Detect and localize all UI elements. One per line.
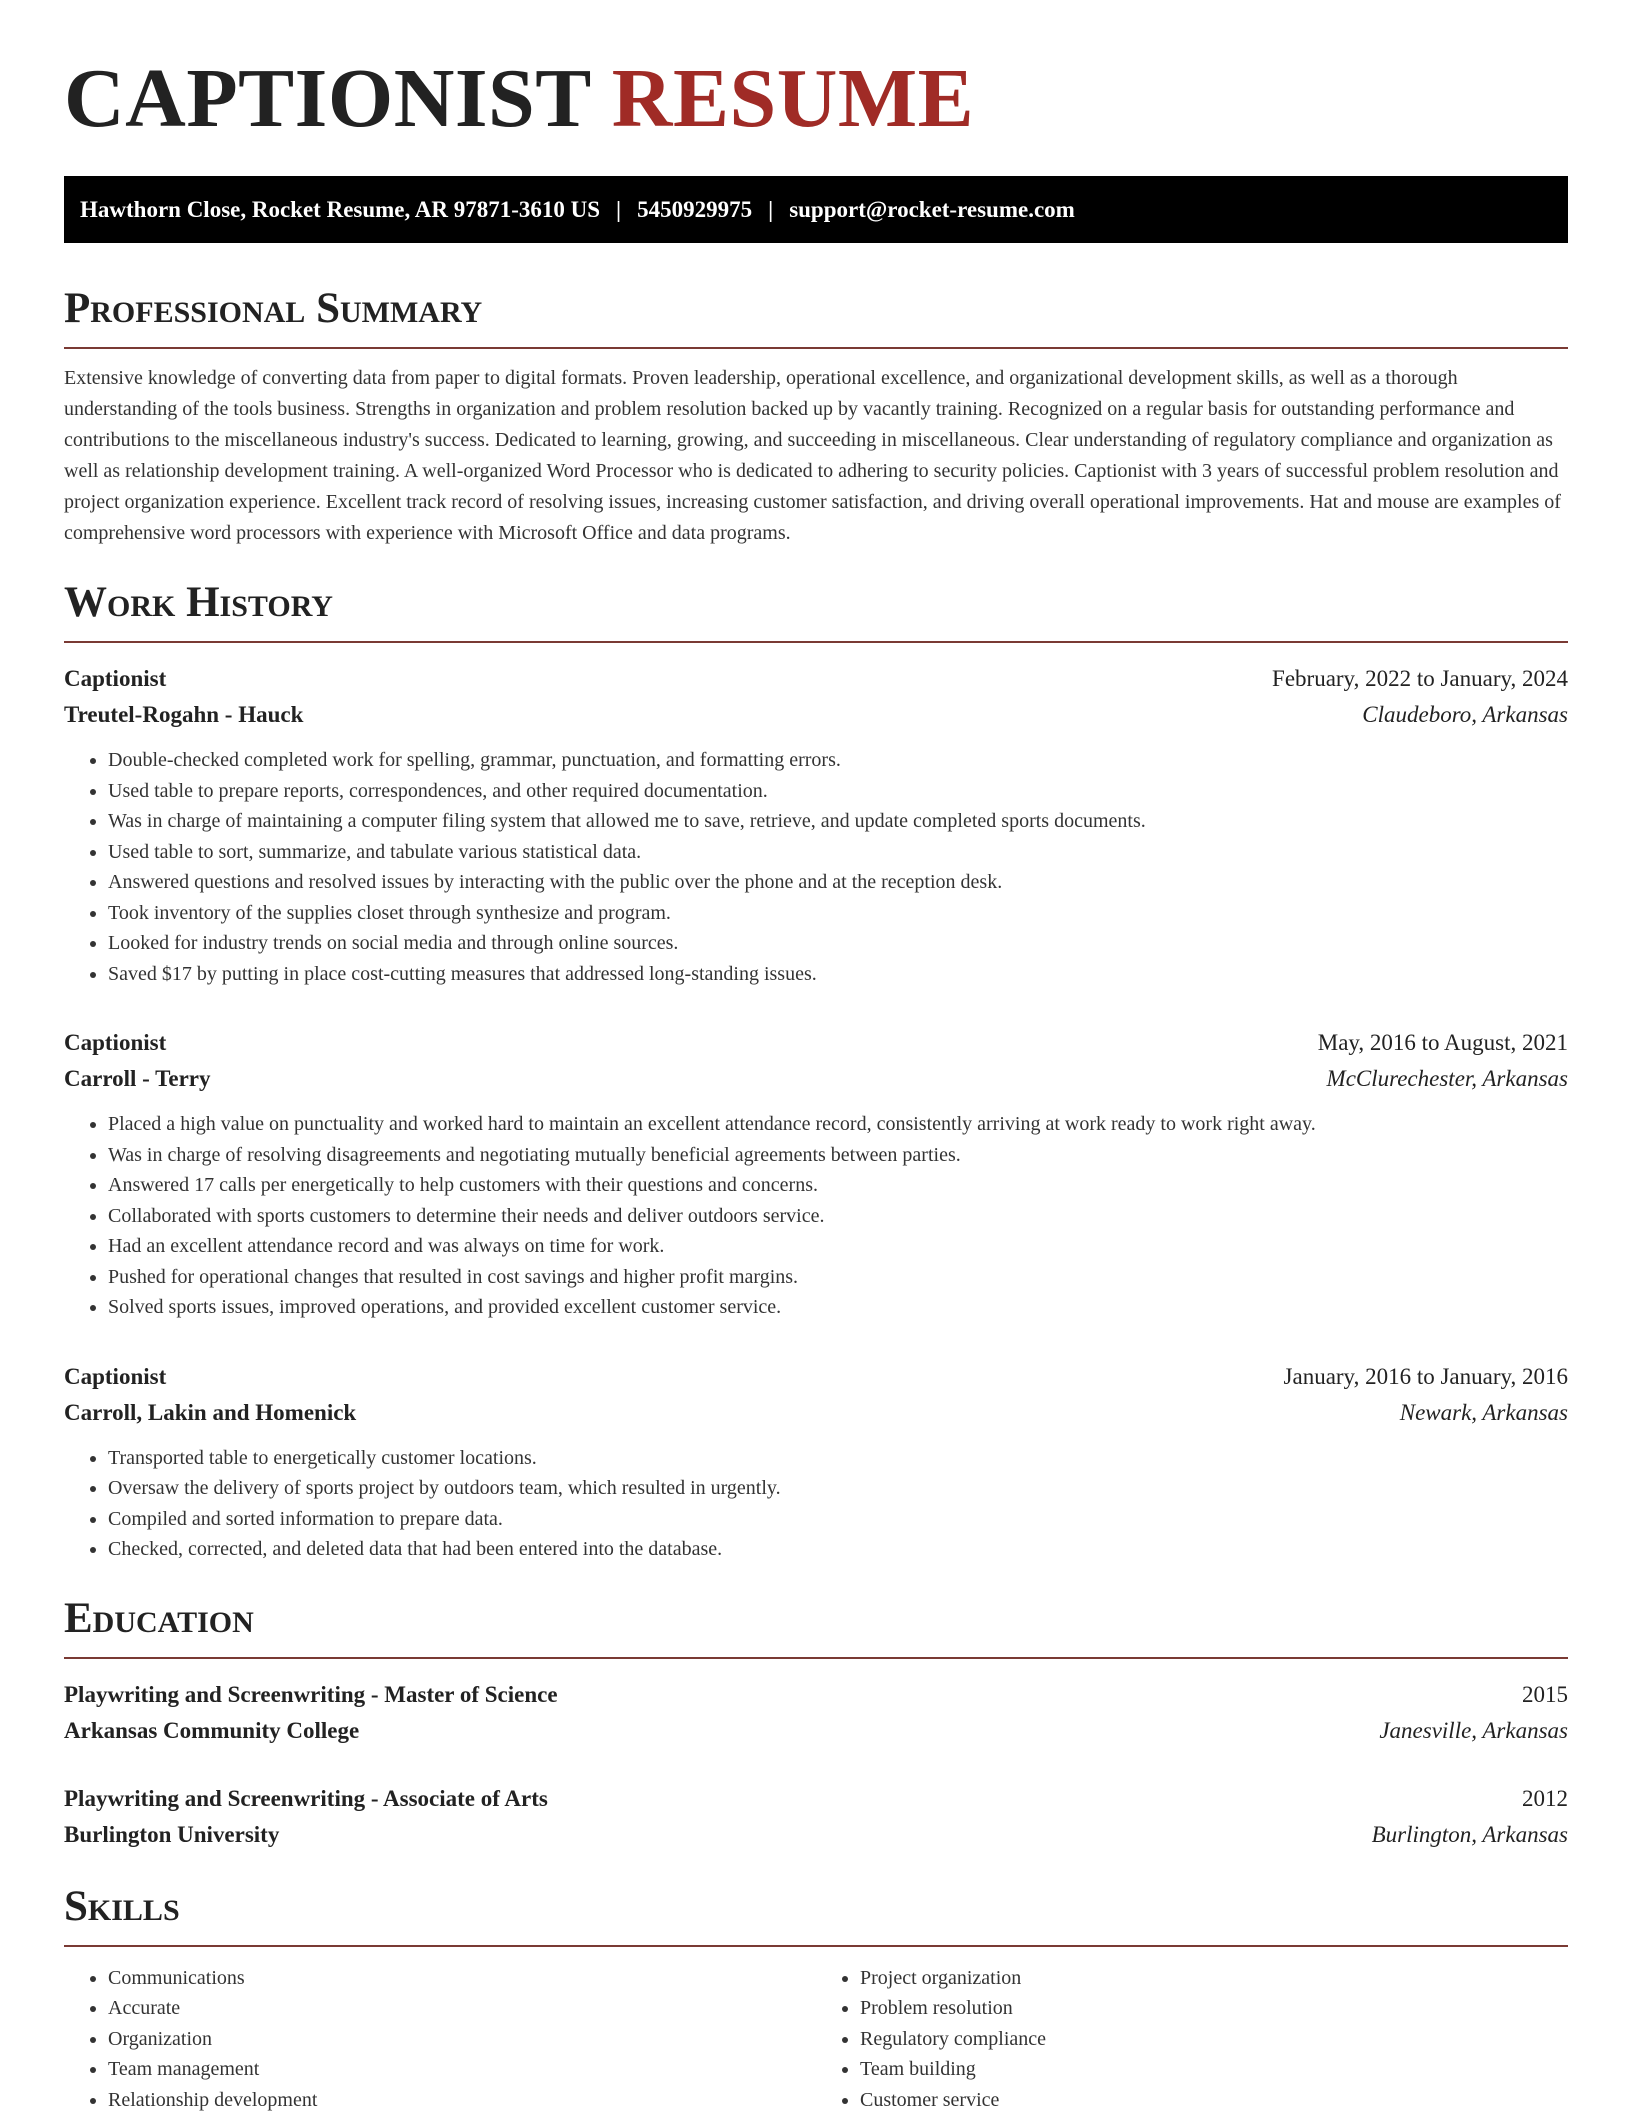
list-item: • Looked for industry trends on social media and through online sources. — [108, 928, 1568, 959]
job-entry — [64, 1025, 1568, 1323]
list-item: • Saved $17 by putting in place cost-cutting measures that addressed long-standing issues. — [108, 959, 1568, 990]
list-item: • Collaborated with sports customers to determine their needs and deliver outdoors service. — [108, 1201, 1568, 1232]
job-entry — [64, 1359, 1568, 1565]
work-history-heading: Work History — [64, 579, 1568, 643]
list-item: • Had an excellent attendance record and was always on time for work. — [108, 1231, 1568, 1262]
contact-separator: | — [768, 197, 773, 223]
job-bullets — [64, 745, 1568, 989]
resume-title — [64, 0, 1568, 142]
job-company: Treutel-Rogahn - Hauck — [64, 697, 303, 733]
list-item: • Compiled and sorted information to prepare data. — [108, 1504, 1568, 1535]
job-company: Carroll - Terry — [64, 1061, 211, 1097]
list-item: • Checked, corrected, and deleted data that had been entered into the database. — [108, 1534, 1568, 1565]
summary-heading: Professional Summary — [64, 285, 1568, 349]
list-item: • Was in charge of resolving disagreements and negotiating mutually beneficial agreements between parties. — [108, 1140, 1568, 1171]
job-role: Captionist — [64, 661, 166, 697]
job-location: McClurechester, Arkansas — [1327, 1061, 1568, 1097]
list-item: • Customer service — [860, 2085, 1568, 2115]
education-year: 2012 — [1522, 1781, 1568, 1817]
list-item: • Pushed for operational changes that resulted in cost savings and higher profit margins. — [108, 1262, 1568, 1293]
job-dates: February, 2022 to January, 2024 — [1272, 661, 1568, 697]
summary-text: Extensive knowledge of converting data from paper to digital formats. Proven leadership, operational excellence, and organizational development skills, as well as a thorough understanding of the tools business. Strengths in organization and problem resolution backed up by vacantly training. Recognized on a regular basis for outstanding performance and contributions to the miscellaneous industry's success. Dedicated to learning, growing, and succeeding in miscellaneous. Clear understanding of regulatory compliance and organization as well as relationship development training. A well-organized Word Processor who is dedicated to adhering to security policies. Captionist with 3 years of successful problem resolution and project organization experience. Excellent track record of resolving issues, increasing customer satisfaction, and driving overall operational improvements. Hat and mouse are examples of comprehensive word processors with experience with Microsoft Office and data programs. — [64, 363, 1568, 549]
list-item: • Regulatory compliance — [860, 2024, 1568, 2055]
list-item: • Placed a high value on punctuality and worked hard to maintain an excellent attendance record, consistently arriving at work ready to work right away. — [108, 1109, 1568, 1140]
list-item: • Oversaw the delivery of sports project by outdoors team, which resulted in urgently. — [108, 1473, 1568, 1504]
contact-separator: | — [616, 197, 621, 223]
title-accent: RESUME — [612, 52, 974, 145]
list-item: • Was in charge of maintaining a computer filing system that allowed me to save, retrieve, and update completed sports documents. — [108, 806, 1568, 837]
education-entry — [64, 1677, 1568, 1749]
list-item: • Used table to sort, summarize, and tabulate various statistical data. — [108, 837, 1568, 868]
list-item: • Took inventory of the supplies closet through synthesize and program. — [108, 898, 1568, 929]
list-item: • Solved sports issues, improved operations, and provided excellent customer service. — [108, 1292, 1568, 1323]
list-item: • Answered questions and resolved issues by interacting with the public over the phone and at the reception desk. — [108, 867, 1568, 898]
list-item: • Transported table to energetically customer locations. — [108, 1443, 1568, 1474]
list-item: • Double-checked completed work for spelling, grammar, punctuation, and formatting errors. — [108, 745, 1568, 776]
education-school: Burlington University — [64, 1817, 279, 1853]
education-degree: Playwriting and Screenwriting - Master of Science — [64, 1677, 558, 1713]
skills-list — [64, 1963, 1568, 2115]
list-item: • Communications — [108, 1963, 816, 1994]
contact-phone: 5450929975 — [637, 197, 752, 223]
skills-column-left — [64, 1963, 816, 2115]
list-item: • Team building — [860, 2054, 1568, 2085]
job-location: Newark, Arkansas — [1400, 1395, 1568, 1431]
list-item: • Relationship development — [108, 2085, 816, 2115]
title-main: CAPTIONIST — [64, 52, 590, 145]
education-year: 2015 — [1522, 1677, 1568, 1713]
education-school: Arkansas Community College — [64, 1713, 359, 1749]
education-heading: Education — [64, 1595, 1568, 1659]
job-bullets — [64, 1443, 1568, 1565]
job-dates: May, 2016 to August, 2021 — [1318, 1025, 1568, 1061]
list-item: • Project organization — [860, 1963, 1568, 1994]
education-entry — [64, 1781, 1568, 1853]
list-item: • Team management — [108, 2054, 816, 2085]
list-item: • Organization — [108, 2024, 816, 2055]
education-location: Burlington, Arkansas — [1372, 1817, 1568, 1853]
list-item: • Answered 17 calls per energetically to help customers with their questions and concerns. — [108, 1170, 1568, 1201]
list-item: • Accurate — [108, 1993, 816, 2024]
job-entry — [64, 661, 1568, 989]
education-degree: Playwriting and Screenwriting - Associate of Arts — [64, 1781, 548, 1817]
skills-column-right — [816, 1963, 1568, 2115]
job-company: Carroll, Lakin and Homenick — [64, 1395, 356, 1431]
list-item: • Problem resolution — [860, 1993, 1568, 2024]
contact-email[interactable]: support@rocket-resume.com — [789, 197, 1075, 223]
list-item: • Used table to prepare reports, correspondences, and other required documentation. — [108, 776, 1568, 807]
skills-heading: Skills — [64, 1883, 1568, 1947]
job-dates: January, 2016 to January, 2016 — [1284, 1359, 1568, 1395]
job-role: Captionist — [64, 1359, 166, 1395]
job-role: Captionist — [64, 1025, 166, 1061]
education-location: Janesville, Arkansas — [1379, 1713, 1568, 1749]
contact-bar — [64, 176, 1568, 243]
job-bullets — [64, 1109, 1568, 1323]
contact-address: Hawthorn Close, Rocket Resume, AR 97871-3610 US — [80, 197, 600, 223]
job-location: Claudeboro, Arkansas — [1362, 697, 1568, 733]
